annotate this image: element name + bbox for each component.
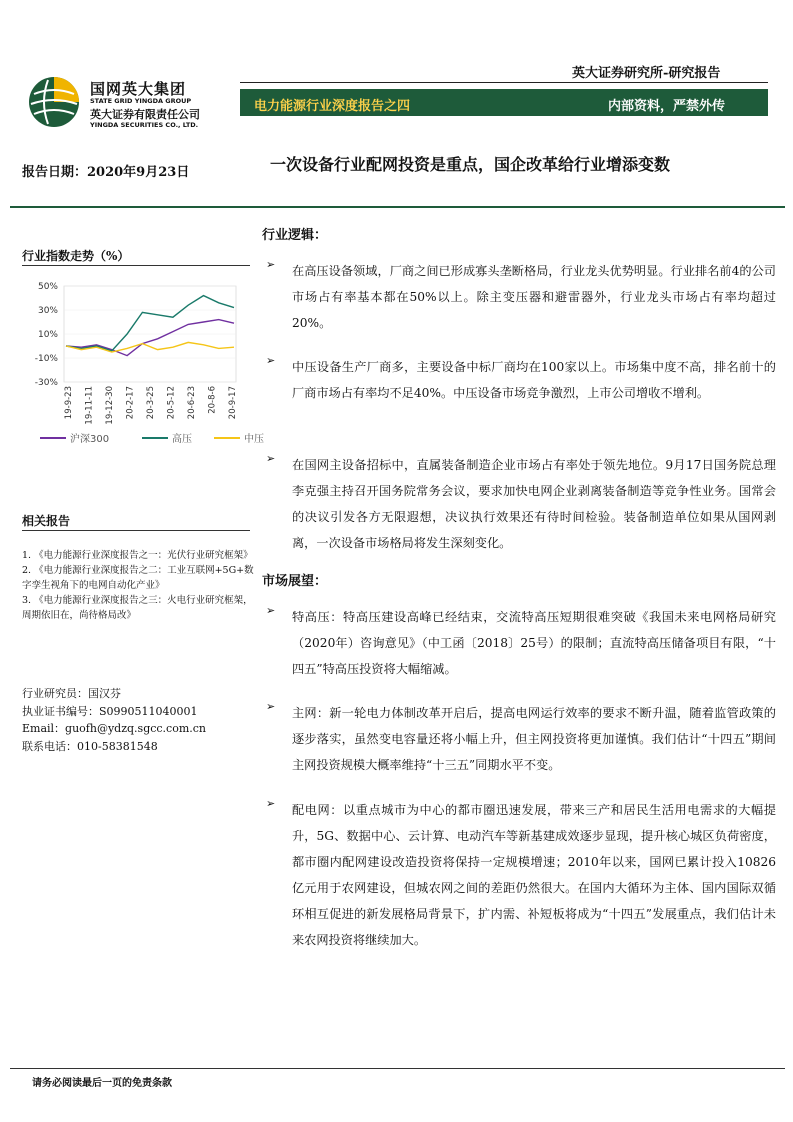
series-line xyxy=(66,296,234,351)
company-logo-icon xyxy=(28,76,80,128)
logic-paragraph: 中压设备生产厂商多，主要设备中标厂商均在100家以上。市场集中度不高，排名前十的厂商市场占有率均不足40%。中压设备市场竞争激烈，上市公司增收不增利。 xyxy=(292,360,776,400)
index-chart-title: 行业指数走势（%） xyxy=(22,249,130,263)
outlook-paragraph: 配电网：以重点城市为中心的都市圈迅速发展，带来三产和居民生活用电需求的大幅提升，5G、数据中心、云计算、电动汽车等新基建成效逐步显现，提升核心城区负荷密度，都市圈内配网建设改造投资将保持一定规模增速；2010年以来，国网已累计投入10826亿元用于农网建设，但城农网之间的差距仍然很大。在国内大循环为主体、国内国际双循环相互促进的新发展格局背景下，扩内需、补短板将成为“十四五”发展重点，我们估计未来农网投资将继续加大。 xyxy=(292,803,776,947)
x-tick-label: 20-2-17 xyxy=(125,386,136,420)
y-tick-label: 50% xyxy=(37,282,58,292)
arrow-bullet-icon: ➢ xyxy=(266,452,276,465)
x-tick-label: 19-11-11 xyxy=(84,386,95,425)
confidential-label: 内部资料，严禁外传 xyxy=(608,99,726,114)
series-title: 电力能源行业深度报告之四 xyxy=(254,99,411,114)
arrow-bullet-icon: ➢ xyxy=(266,258,276,271)
analyst-name: 行业研究员：国汉芬 xyxy=(22,687,121,700)
arrow-bullet-icon: ➢ xyxy=(266,797,276,810)
related-reports-list xyxy=(22,548,254,623)
arrow-bullet-icon: ➢ xyxy=(266,700,276,713)
footer-rule xyxy=(10,1068,785,1069)
brand-top: 英大证券研究所-研究报告 xyxy=(572,66,721,81)
legend-label: 中压 xyxy=(244,434,264,445)
index-rule xyxy=(22,265,250,266)
outlook-paragraph: 主网：新一轮电力体制改革开启后，提高电网运行效率的要求不断升温，随着监管政策的逐步落实，虽然变电容量还将小幅上升，但主网投资将更加谨慎。我们估计“十四五”期间主网投资规模大概率维持“十三五”同期水平不变。 xyxy=(292,706,776,772)
related-report-item: 3. 《电力能源行业深度报告之三：火电行业研究框架，周期依旧在，尚待格局改》 xyxy=(22,595,253,621)
y-tick-label: 10% xyxy=(37,330,58,340)
related-report-item: 1. 《电力能源行业深度报告之一：光伏行业研究框架》 xyxy=(22,550,253,561)
header-rule xyxy=(240,82,768,83)
page-title: 一次设备行业配网投资是重点，国企改革给行业增添变数 xyxy=(270,155,671,174)
y-tick-label: 30% xyxy=(37,306,58,316)
x-tick-label: 20-8-6 xyxy=(207,386,218,414)
analyst-info xyxy=(22,685,206,755)
x-tick-label: 19-12-30 xyxy=(105,386,115,425)
logo-name-cn: 国网英大集团 xyxy=(90,80,187,98)
logic-bullet xyxy=(266,354,776,406)
y-tick-label: -10% xyxy=(34,354,58,364)
footer-disclaimer: 请务必阅读最后一页的免责条款 xyxy=(32,1078,172,1089)
index-trend-chart xyxy=(20,270,264,455)
logo-sub-en: YINGDA SECURITIES CO., LTD. xyxy=(90,121,199,129)
x-tick-label: 20-5-12 xyxy=(166,386,177,420)
outlook-bullet xyxy=(266,604,776,682)
y-tick-label: -30% xyxy=(34,378,58,388)
related-rule xyxy=(22,530,250,531)
arrow-bullet-icon: ➢ xyxy=(266,354,276,367)
outlook-paragraph: 特高压：特高压建设高峰已经结束，交流特高压短期很难突破《我国未来电网格局研究（2020年）咨询意见》（中工函〔2018〕25号）的限制；直流特高压储备项目有限，“十四五”特高压投资将大幅缩减。 xyxy=(292,610,776,676)
logic-bullet xyxy=(266,452,776,556)
legend-label: 沪深300 xyxy=(70,434,110,445)
logic-paragraph: 在国网主设备招标中，直属装备制造企业市场占有率处于领先地位。9月17日国务院总理李克强主持召开国务院常务会议，要求加快电网企业剥离装备制造等竞争性业务。国常会的决议引发各方无限遐想，决议执行效果还有待时间检验。装备制造单位如果从国网剥离，一次设备市场格局将发生深刻变化。 xyxy=(292,458,776,550)
x-tick-label: 20-9-17 xyxy=(228,386,238,420)
logo-name-en: STATE GRID YINGDA GROUP xyxy=(90,97,192,105)
analyst-cert: 执业证书编号：S0990511040001 xyxy=(22,704,198,718)
series-line xyxy=(66,320,234,356)
report-date: 报告日期：2020年9月23日 xyxy=(22,165,190,180)
logic-heading: 行业逻辑： xyxy=(262,228,328,243)
x-tick-label: 20-3-25 xyxy=(146,386,156,420)
analyst-email: Email：guofh@ydzq.sgcc.com.cn xyxy=(22,722,207,735)
x-tick-label: 20-6-23 xyxy=(187,386,197,420)
outlook-bullet xyxy=(266,797,776,953)
related-reports-title: 相关报告 xyxy=(22,514,71,528)
logic-paragraph: 在高压设备领域，厂商之间已形成寡头垄断格局，行业龙头优势明显。行业排名前4的公司市场占有率基本都在50%以上。除主变压器和避雷器外，行业龙头市场占有率均超过20%。 xyxy=(292,264,776,330)
analyst-phone: 联系电话：010-58381548 xyxy=(22,739,158,753)
outlook-heading: 市场展望： xyxy=(262,574,328,589)
x-tick-label: 19-9-23 xyxy=(64,386,74,420)
outlook-bullet xyxy=(266,700,776,778)
legend-label: 高压 xyxy=(172,434,192,445)
related-report-item: 2. 《电力能源行业深度报告之二：工业互联网+5G+数字孪生视角下的电网自动化产业》 xyxy=(22,565,254,591)
title-rule xyxy=(10,206,785,208)
arrow-bullet-icon: ➢ xyxy=(266,604,276,617)
logic-bullet xyxy=(266,258,776,336)
logo-sub-cn: 英大证券有限责任公司 xyxy=(90,108,200,121)
